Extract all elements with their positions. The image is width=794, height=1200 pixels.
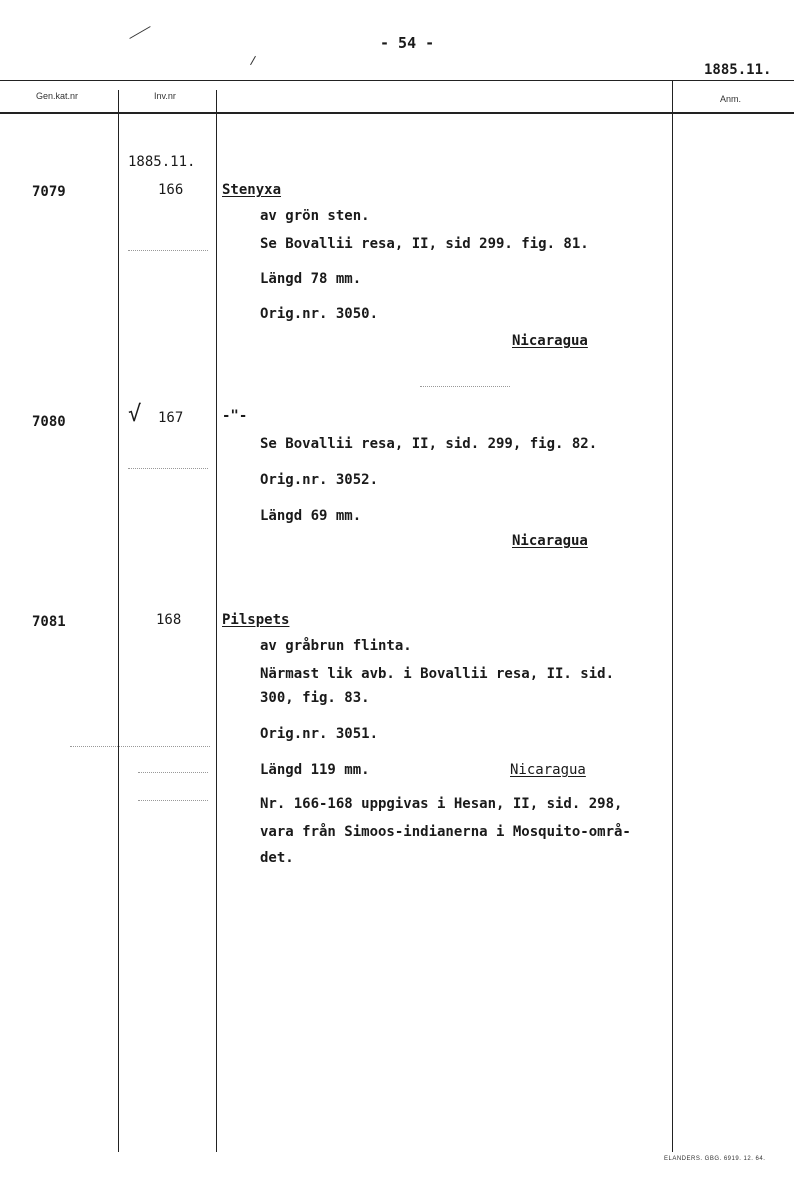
section-header: 1885.11.	[128, 154, 196, 170]
column-divider-3	[672, 80, 673, 1152]
scan-dots	[420, 386, 510, 387]
entry-line: Närmast lik avb. i Bovallii resa, II. sid.	[260, 666, 615, 682]
header-top-rule	[0, 80, 794, 81]
entry-location: Nicaragua	[512, 533, 588, 549]
year-reference: 1885.11.	[704, 62, 772, 78]
page-number: - 54 -	[380, 34, 435, 52]
entry-location: Nicaragua	[512, 333, 588, 349]
entry-genkat: 7080	[32, 414, 66, 430]
entry-invnr: 166	[158, 182, 184, 198]
entry-note-line: Nr. 166-168 uppgivas i Hesan, II, sid. 298,	[260, 796, 623, 812]
entry-line: Se Bovallii resa, II, sid 299. fig. 81.	[260, 236, 589, 252]
entry-title: Stenyxa	[222, 182, 282, 198]
column-divider-2	[216, 90, 217, 1152]
pen-tick-mark	[250, 56, 256, 65]
scan-dots	[128, 250, 208, 251]
entry-title: -"-	[222, 408, 248, 424]
column-divider-1	[118, 90, 119, 1152]
pen-stroke-mark	[129, 26, 150, 39]
inventory-checkmark: √	[128, 402, 142, 427]
entry-line: Se Bovallii resa, II, sid. 299, fig. 82.	[260, 436, 598, 452]
scan-dots	[128, 468, 208, 469]
entry-line: Orig.nr. 3051.	[260, 726, 379, 742]
entry-genkat: 7079	[32, 184, 66, 200]
column-header-genkat: Gen.kat.nr	[36, 91, 79, 101]
entry-note-line: vara från Simoos-indianerna i Mosquito-områ-	[260, 824, 631, 840]
entry-line: Längd 69 mm.	[260, 508, 362, 524]
column-header-anm: Anm.	[720, 94, 742, 104]
header-bottom-rule	[0, 112, 794, 114]
entry-note-line: det.	[260, 850, 294, 866]
entry-line: 300, fig. 83.	[260, 690, 370, 706]
entry-invnr: 168	[156, 612, 182, 628]
entry-line: Längd 78 mm.	[260, 271, 362, 287]
scan-dots	[138, 800, 208, 801]
entry-genkat: 7081	[32, 614, 66, 630]
entry-title: Pilspets	[222, 612, 290, 628]
scan-dots	[70, 746, 210, 747]
entry-invnr: 167	[158, 410, 184, 426]
entry-line: av gråbrun flinta.	[260, 638, 412, 654]
entry-line: Längd 119 mm.	[260, 762, 370, 778]
entry-line: Orig.nr. 3050.	[260, 306, 379, 322]
entry-line: Orig.nr. 3052.	[260, 472, 379, 488]
column-header-invnr: Inv.nr	[154, 91, 176, 101]
entry-location: Nicaragua	[510, 762, 586, 778]
entry-line: av grön sten.	[260, 208, 370, 224]
scan-dots	[138, 772, 208, 773]
printer-imprint: ELANDERS. GBG. 6919. 12. 64.	[664, 1156, 766, 1162]
